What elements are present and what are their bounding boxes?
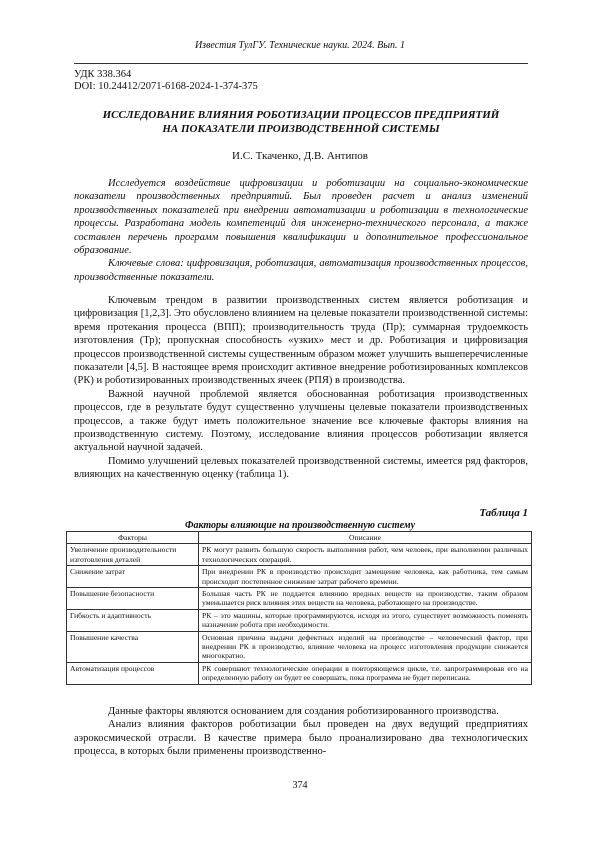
body-paragraph: Данные факторы являются основанием для создания роботизированного производства. (108, 706, 499, 717)
running-head: Известия ТулГУ. Технические науки. 2024. Вып. 1 (194, 40, 406, 51)
body-section-2 (74, 705, 528, 759)
description-cell: РК могут развить большую скорость выполнения работ, чем человек, при выполнении различных технологических операций. (199, 544, 532, 566)
udk-block (74, 69, 258, 93)
description-cell: РК – это машины, которые программируются, исходя из этого, существует возможность поменять назначение робота при необходимости. (199, 609, 532, 631)
doi: DOI: 10.24412/2071-6168-2024-1-374-375 (74, 81, 258, 92)
description-cell: Большая часть РК не поддается влиянию вредных веществ на производстве, таким образом уменьшается риск влияния этих веществ на человека, работающего на производстве. (199, 588, 532, 610)
table-row (67, 588, 532, 610)
factor-cell: Увеличение производительности изготовления деталей (67, 544, 199, 566)
body-paragraph: Анализ влияния факторов роботизации был проведен на двух ведущий предприятиях аэрокосмической отрасли. В качестве примера было проанализировано два технологических процесса, в которых были применены производственно- (74, 719, 528, 758)
header-rule (74, 63, 528, 64)
article-title-line-1: ИССЛЕДОВАНИЕ ВЛИЯНИЯ РОБОТИЗАЦИИ ПРОЦЕССОВ ПРЕДПРИЯТИЙ (102, 109, 500, 121)
body-paragraph: Помимо улучшений целевых показателей производственной системы, имеется ряд факторов, влияющих на качественную оценку (таблица 1). (74, 455, 528, 481)
factors-table (66, 531, 532, 685)
factor-cell: Повышение безопасности (67, 588, 199, 610)
body-paragraph: Ключевым трендом в развитии производственных систем является роботизация и цифровизация [1,2,3]. Это обусловлено влиянием на целевые показатели производственной системы: время протекания процесса (ВПП); производительность труда (Пр); суммарная трудоемкость изготовления (Тр); пропускная способность «узких» мест и др. Роботизация и цифровизация процессов производственной системы существенным образом может улучшить вышеперечисленные показатели [4,5]. В настоящее время происходит активное внедрение роботизированных комплексов (РК) и роботизированных производственных ячеек (РПЯ) в производства. (74, 295, 528, 387)
table-row (67, 544, 532, 566)
column-header-factors: Факторы (67, 532, 199, 544)
factor-cell: Автоматизация процессов (67, 662, 199, 684)
description-cell: Основная причина выдачи дефектных изделий на производстве – человеческий фактор, при внедрении РК в производство, влияние человека на процесс изготовления продукции снижается многократно. (199, 631, 532, 662)
factor-cell: Гибкость и адаптивность (67, 609, 199, 631)
abstract-text: Исследуется воздействие цифровизации и роботизации на социально-экономические показатели производственных предприятий. Был проведен расчет и анализ изменений производственных показателей при внедрении автоматизации и роботизации в технологические процессы. Разработана модель компетенций для инженерно-технического персонала, а также составлен перечень программ повышения квалификации и дополнительное профессиональное образование. (74, 178, 528, 257)
body-section-1 (74, 294, 528, 482)
table-header-row (67, 532, 532, 544)
authors: И.С. Ткаченко, Д.В. Антипов (232, 150, 368, 162)
page-number: 374 (292, 780, 308, 791)
abstract (74, 177, 528, 284)
table-row (67, 566, 532, 588)
factor-cell: Повышение качества (67, 631, 199, 662)
table-row (67, 631, 532, 662)
table-row (67, 662, 532, 684)
keywords: Ключевые слова: цифровизация, роботизация, автоматизация производственных процессов, производственные показатели. (74, 258, 528, 283)
table-title: Факторы влияющие на производственную систему (184, 520, 416, 531)
column-header-description: Описание (199, 532, 532, 544)
article-title (74, 109, 528, 136)
table-row (67, 609, 532, 631)
factor-cell: Снижение затрат (67, 566, 199, 588)
article-title-line-2: НА ПОКАЗАТЕЛИ ПРОИЗВОДСТВЕННОЙ СИСТЕМЫ (162, 122, 440, 135)
udk-code: УДК 338.364 (74, 69, 132, 80)
body-paragraph: Важной научной проблемой является обоснованная роботизация производственных процессов, где в результате будут существенно улучшены целевые показатели производственных процессов, а также будут иметь положительное значение все ключевые факторы влияния на производственную систему. Поэтому, исследование влияния процессов роботизации является актуальной научной задачей. (74, 388, 528, 454)
description-cell: РК совершают технологические операции в повторяющемся цикле, т.е. запрограммировав его на определенную работу он будет ее совершать, пока программа не будет переписана. (199, 662, 532, 684)
description-cell: При внедрении РК в производство происходит замещение человека, как работника, тем самым происходит постепенное снижение затрат рабочего времени. (199, 566, 532, 588)
table-number: Таблица 1 (479, 507, 528, 519)
